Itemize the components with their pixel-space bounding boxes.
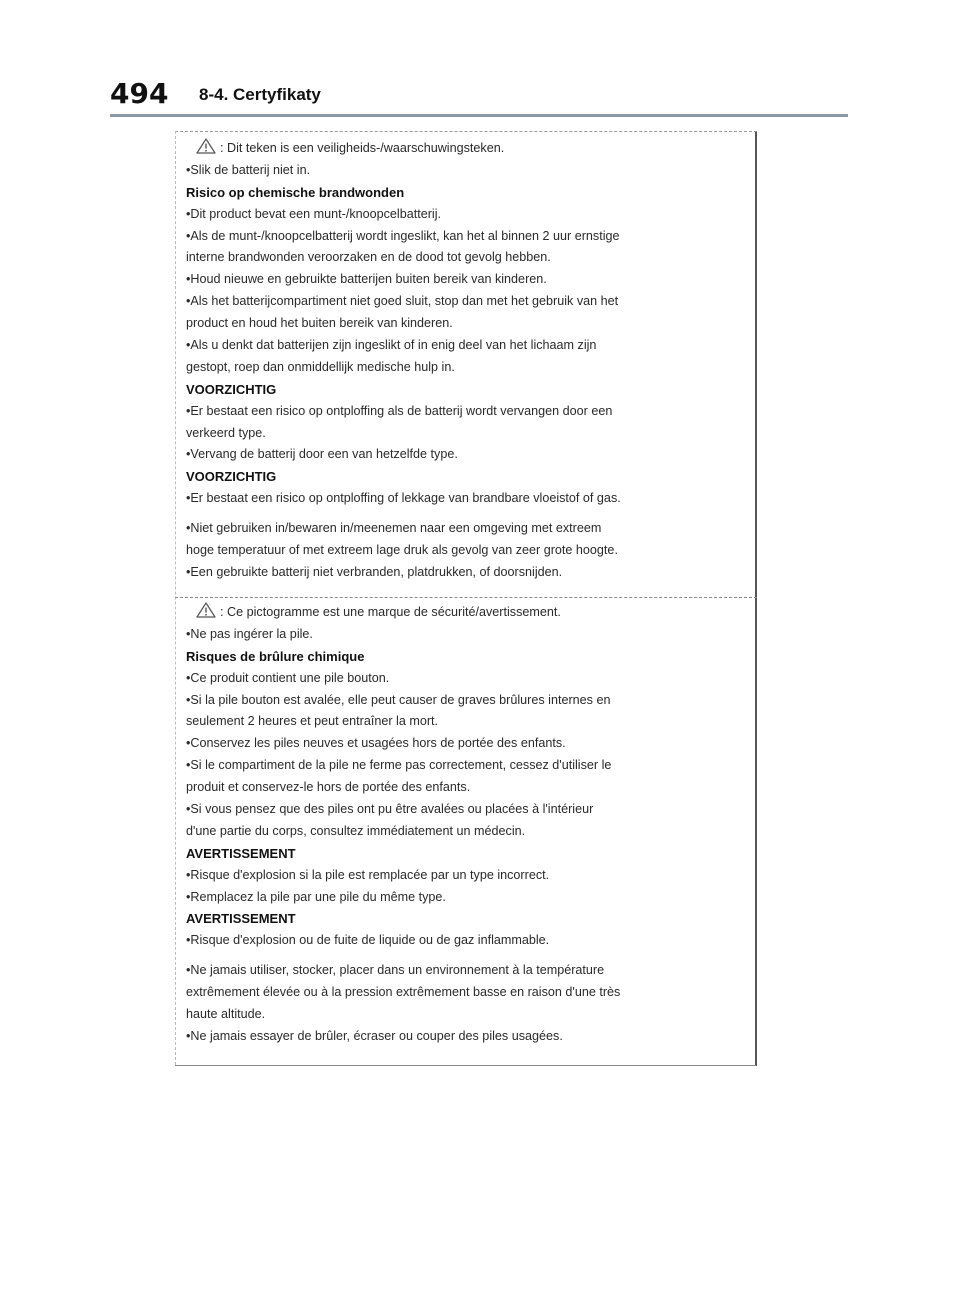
dutch-line: •Houd nieuwe en gebruikte batterijen buiten bereik van kinderen. [186,272,547,287]
french-line: •Si la pile bouton est avalée, elle peut causer de graves brûlures internes en [186,692,611,707]
dutch-line: •Als het batterijcompartiment niet goed sluit, stop dan met het gebruik van het [186,294,619,309]
dutch-line: •Niet gebruiken in/bewaren in/meenemen naar een omgeving met extreem [186,521,602,536]
dutch-line: •Er bestaat een risico op ontploffing of lekkage van brandbare vloeistof of gas. [186,491,621,506]
dutch-heading-caution: VOORZICHTIG [186,469,277,485]
paragraph-gap [186,952,748,960]
dutch-line: •Als de munt-/knoopcelbatterij wordt ingeslikt, kan het al binnen 2 uur ernstige [186,228,620,243]
dutch-line: product en houd het buiten bereik van kinderen. [186,316,453,331]
dutch-line: •Er bestaat een risico op ontploffing als de batterij wordt vervangen door een [186,403,613,418]
french-line: •Si le compartiment de la pile ne ferme pas correctement, cessez d'utiliser le [186,758,612,773]
dutch-notice [186,138,748,584]
frame-top-border [175,131,757,132]
dutch-line: •Een gebruikte batterij niet verbranden, platdrukken, of doorsnijden. [186,564,563,579]
french-line: d'une partie du corps, consultez immédiatement un médecin. [186,823,526,838]
french-line: produit et conservez-le hors de portée des enfants. [186,780,471,795]
dutch-line: interne brandwonden veroorzaken en de dood tot gevolg hebben. [186,250,551,265]
french-line: •Ne jamais utiliser, stocker, placer dans un environnement à la température [186,963,605,978]
section-title: 8-4. Certyfikaty [199,85,321,104]
french-line: •Remplacez la pile par une pile du même type. [186,889,446,904]
dutch-heading-caution: VOORZICHTIG [186,381,277,397]
frame-left-border [175,131,176,1065]
french-heading-warning: AVERTISSEMENT [186,845,296,861]
french-line: •Risque d'explosion ou de fuite de liquide ou de gaz inflammable. [186,933,550,948]
french-symbol-line: : Ce pictogramme est une marque de sécurité/avertissement. [186,602,748,624]
dutch-line: •Vervang de batterij door een van hetzelfde type. [186,447,458,462]
dutch-line: hoge temperatuur of met extreem lage druk als gevolg van zeer grote hoogte. [186,543,618,558]
french-line: extrêmement élevée ou à la pression extrêmement basse en raison d'une très [186,985,621,1000]
french-line: •Conservez les piles neuves et usagées hors de portée des enfants. [186,736,566,751]
warning-triangle-icon [196,602,216,618]
dutch-symbol-line: : Dit teken is een veiligheids-/waarschuwingsteken. [186,138,748,160]
french-line: •Ce produit contient une pile bouton. [186,670,390,685]
french-line: haute altitude. [186,1007,266,1022]
french-line: •Ne pas ingérer la pile. [186,626,313,641]
dutch-line: verkeerd type. [186,425,266,440]
dutch-line: gestopt, roep dan onmiddellijk medische hulp in. [186,359,455,374]
page-number: 494 [110,77,169,110]
dutch-line: •Als u denkt dat batterijen zijn ingeslikt of in enig deel van het lichaam zijn [186,338,597,353]
french-line: •Risque d'explosion si la pile est remplacée par un type incorrect. [186,867,550,882]
french-heading-warning: AVERTISSEMENT [186,911,296,927]
paragraph-gap [186,510,748,518]
warning-triangle-icon [196,138,216,154]
dutch-line: •Dit product bevat een munt-/knoopcelbatterij. [186,206,442,221]
french-notice [186,602,748,1048]
french-heading-chemical-burns: Risques de brûlure chimique [186,648,365,664]
french-line: •Ne jamais essayer de brûler, écraser ou couper des piles usagées. [186,1028,563,1043]
french-line: seulement 2 heures et peut entraîner la mort. [186,714,439,729]
french-line: •Si vous pensez que des piles ont pu être avalées ou placées à l'intérieur [186,802,594,817]
language-divider [175,597,757,598]
header-rule [110,114,848,117]
dutch-heading-chemical-burns: Risico op chemische brandwonden [186,184,405,200]
dutch-line: •Slik de batterij niet in. [186,162,311,177]
page-header [0,0,960,118]
